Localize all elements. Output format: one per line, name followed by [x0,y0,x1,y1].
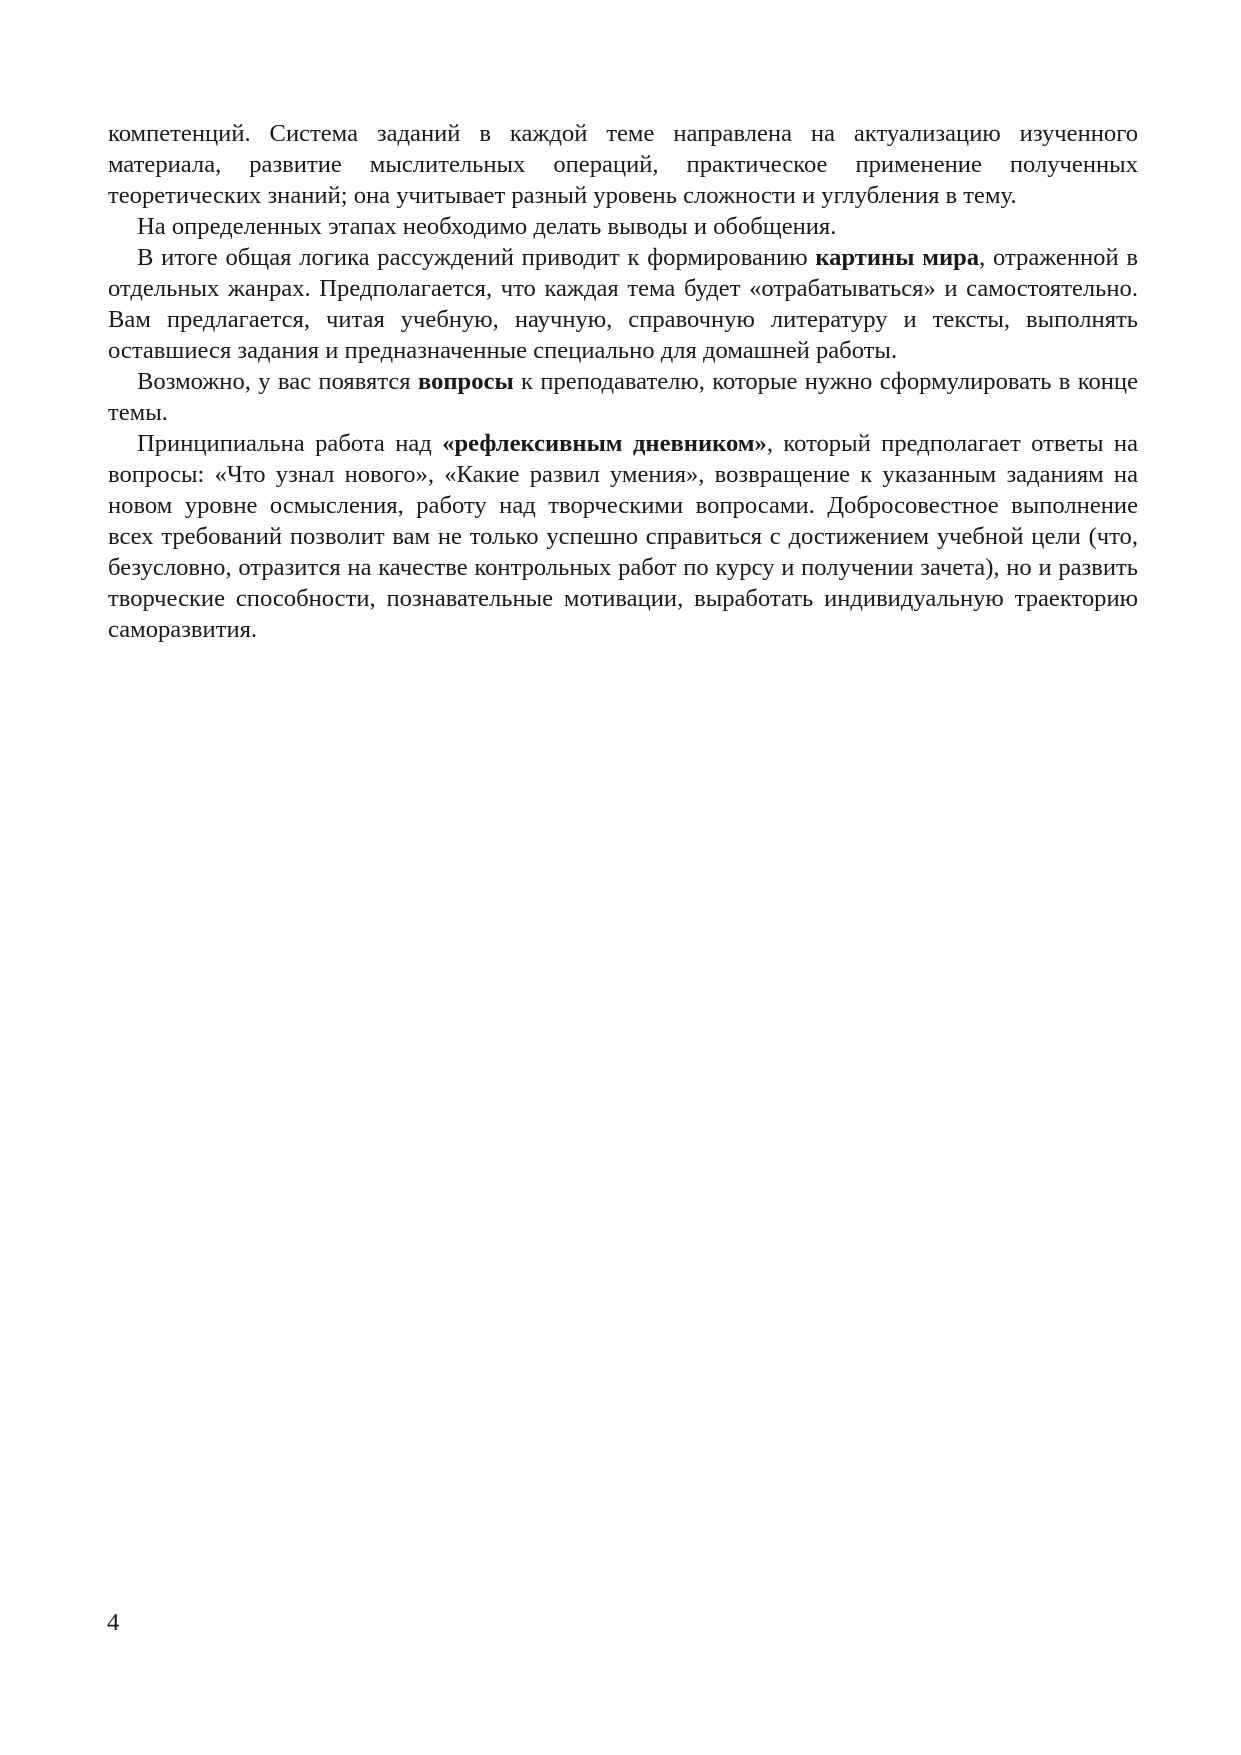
paragraph-text: На определенных этапах необходимо делать выводы и обобщения. [137,213,837,240]
paragraph [108,366,1138,428]
body-text [108,118,1138,645]
bold-term-questions: вопросы [417,368,514,395]
paragraph-text: , отраженной в отдельных жанрах. Предполагается, что каждая тема будет «отрабатываться» и самостоятельно. Вам предлагается, читая учебную, научную, справочную литературу и тексты, выполнять оставшиеся задания и предназначенные специально для домашней работы. [108,244,1138,364]
page-number: 4 [107,1609,120,1636]
bold-term-reflexive-diary: «рефлексивным дневником» [442,430,767,457]
paragraph-text: Принципиальна работа над [137,430,443,457]
paragraph-text: к преподавателю, которые нужно сформулировать в конце темы. [108,368,1138,426]
paragraph-text: В итоге общая логика рассуждений приводит к формированию [137,244,816,271]
paragraph-text: Возможно, у вас появятся [137,368,418,395]
bold-term-world-picture: картины мира [815,244,980,271]
paragraph [108,211,1138,242]
paragraph [108,242,1138,366]
paragraph-text: , который предполагает ответы на вопросы: «Что узнал нового», «Какие развил умения», возвращение к указанным заданиям на новом уровне осмысления, работу над творческими вопросами. Добросовестное выполнение всех требований позволит вам не только успешно справиться с достижением учебной цели (что, безусловно, отразится на качестве контрольных работ по курсу и получении зачета), но и развить творческие способности, познавательные мотивации, выработать индивидуальную траекторию саморазвития. [108,430,1138,643]
paragraph [108,118,1138,211]
paragraph [108,428,1138,645]
paragraph-text: компетенций. Система заданий в каждой теме направлена на актуализацию изученного материала, развитие мыслительных операций, практическое применение полученных теоретических знаний; она учитывает разный уровень сложности и углубления в тему. [108,120,1138,209]
